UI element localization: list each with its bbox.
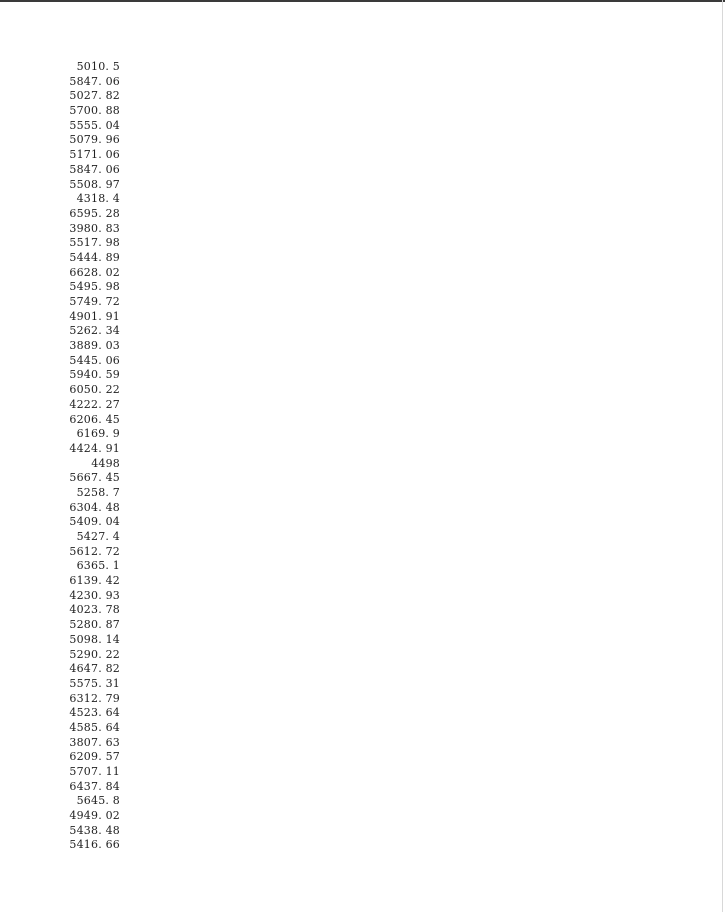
value-cell: 5495. 98 bbox=[69, 280, 120, 294]
value-cell: 4424. 91 bbox=[69, 441, 120, 455]
page-top-border bbox=[0, 0, 725, 2]
value-cell: 3889. 03 bbox=[69, 339, 120, 353]
page-right-border bbox=[722, 0, 723, 912]
value-cell: 6169. 9 bbox=[76, 427, 120, 441]
value-cell: 5847. 06 bbox=[69, 162, 120, 176]
value-column bbox=[40, 60, 120, 853]
value-cell: 5667. 45 bbox=[69, 471, 120, 485]
value-cell: 4585. 64 bbox=[69, 720, 120, 734]
value-cell: 5258. 7 bbox=[76, 485, 120, 499]
value-cell: 5645. 8 bbox=[76, 794, 120, 808]
value-cell: 5707. 11 bbox=[69, 765, 120, 778]
value-cell: 6365. 1 bbox=[76, 559, 120, 573]
value-cell: 4222. 27 bbox=[69, 397, 120, 411]
value-cell: 5027. 82 bbox=[69, 89, 120, 103]
value-cell: 6628. 02 bbox=[69, 265, 120, 279]
value-cell: 5575. 31 bbox=[69, 676, 120, 690]
value-cell: 5749. 72 bbox=[69, 295, 120, 308]
value-cell: 5438. 48 bbox=[69, 823, 120, 837]
value-cell: 5940. 59 bbox=[69, 368, 120, 382]
value-cell: 6206. 45 bbox=[69, 412, 120, 426]
value-cell: 6050. 22 bbox=[69, 383, 120, 397]
value-cell: 6437. 84 bbox=[69, 779, 120, 793]
value-cell: 5517. 98 bbox=[69, 236, 120, 250]
value-cell: 6304. 48 bbox=[69, 500, 120, 514]
value-cell: 5427. 4 bbox=[76, 530, 120, 543]
value-cell: 5612. 72 bbox=[69, 544, 120, 558]
value-cell: 6139. 42 bbox=[69, 574, 120, 588]
value-cell: 3980. 83 bbox=[69, 221, 120, 235]
value-cell: 3807. 63 bbox=[69, 735, 120, 749]
value-cell: 4230. 93 bbox=[69, 588, 120, 602]
value-cell: 5416. 66 bbox=[69, 838, 120, 852]
value-cell: 5847. 06 bbox=[69, 74, 120, 88]
value-cell: 4318. 4 bbox=[76, 192, 120, 206]
value-cell: 5508. 97 bbox=[69, 177, 120, 191]
value-cell: 4949. 02 bbox=[69, 809, 120, 823]
value-cell: 4901. 91 bbox=[69, 309, 120, 323]
value-cell: 6595. 28 bbox=[69, 206, 120, 220]
value-cell: 5262. 34 bbox=[69, 324, 120, 338]
value-cell: 4023. 78 bbox=[69, 603, 120, 617]
value-cell: 5098. 14 bbox=[69, 632, 120, 646]
value-cell: 5700. 88 bbox=[69, 104, 120, 118]
value-cell: 5445. 06 bbox=[69, 353, 120, 367]
value-cell: 4523. 64 bbox=[69, 706, 120, 720]
value-cell: 5280. 87 bbox=[69, 618, 120, 632]
value-cell: 5171. 06 bbox=[69, 148, 120, 162]
value-cell: 5290. 22 bbox=[69, 647, 120, 661]
value-cell: 5079. 96 bbox=[69, 133, 120, 147]
value-cell: 4498 bbox=[91, 456, 120, 470]
value-cell: 6312. 79 bbox=[69, 691, 120, 705]
value-cell: 5010. 5 bbox=[76, 60, 120, 73]
value-cell: 5409. 04 bbox=[69, 515, 120, 529]
value-cell: 4647. 82 bbox=[69, 662, 120, 676]
value-cell: 6209. 57 bbox=[69, 750, 120, 764]
value-cell: 5555. 04 bbox=[69, 118, 120, 132]
value-cell: 5444. 89 bbox=[69, 250, 120, 264]
